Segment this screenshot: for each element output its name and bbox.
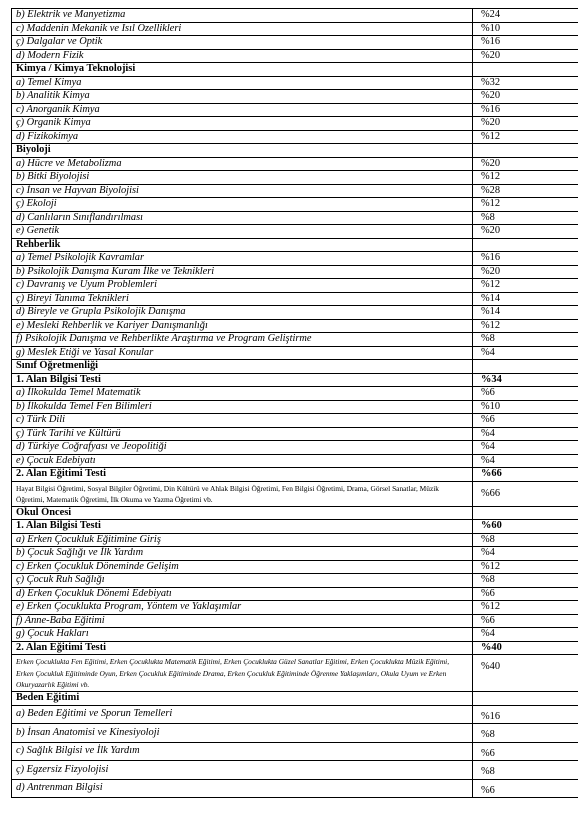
table-row	[12, 587, 578, 601]
percentage-cell: %8	[473, 761, 578, 780]
percentage-cell: %6	[473, 779, 578, 798]
subtest-row	[12, 641, 578, 655]
topic-cell: a) Erken Çocukluk Eğitimine Giriş	[12, 533, 473, 547]
percentage-cell	[473, 506, 578, 520]
topic-cell: c) Davranış ve Uyum Problemleri	[12, 279, 473, 293]
percentage-cell: %16	[473, 252, 578, 266]
exam-distribution-table	[11, 8, 578, 798]
table-row	[12, 779, 578, 798]
percentage-cell: %12	[473, 171, 578, 185]
topic-cell: ç) Organik Kimya	[12, 117, 473, 131]
topic-cell: a) İlkokulda Temel Matematik	[12, 387, 473, 401]
section-header-row	[12, 692, 578, 706]
section-header-row	[12, 506, 578, 520]
topic-cell: Beden Eğitimi	[12, 692, 473, 706]
percentage-cell: %4	[473, 346, 578, 360]
table-row	[12, 279, 578, 293]
table-row	[12, 252, 578, 266]
topic-cell: e) Erken Çocuklukta Program, Yöntem ve Yaklaşımlar	[12, 601, 473, 615]
percentage-cell: %20	[473, 225, 578, 239]
table-row	[12, 705, 578, 724]
topic-cell: d) Canlıların Sınıflandırılması	[12, 211, 473, 225]
percentage-cell	[473, 238, 578, 252]
topic-cell: e) Mesleki Rehberlik ve Kariyer Danışmanlığı	[12, 319, 473, 333]
topic-cell: 2. Alan Eğitimi Testi	[12, 468, 473, 482]
percentage-cell: %20	[473, 90, 578, 104]
table-row	[12, 103, 578, 117]
topic-cell: 1. Alan Bilgisi Testi	[12, 373, 473, 387]
table-row	[12, 76, 578, 90]
topic-cell: a) Beden Eğitimi ve Sporun Temelleri	[12, 705, 473, 724]
percentage-cell: %14	[473, 292, 578, 306]
subtest-row	[12, 373, 578, 387]
percentage-cell: %8	[473, 724, 578, 743]
topic-cell: c) Anorganik Kimya	[12, 103, 473, 117]
table-row	[12, 547, 578, 561]
topic-cell: d) Erken Çocukluk Dönemi Edebiyatı	[12, 587, 473, 601]
percentage-cell: %16	[473, 705, 578, 724]
percentage-cell: %4	[473, 427, 578, 441]
topic-cell: b) İlkokulda Temel Fen Bilimleri	[12, 400, 473, 414]
subtest-row	[12, 520, 578, 534]
section-header-row	[12, 144, 578, 158]
table-body	[12, 9, 578, 798]
percentage-cell: %6	[473, 414, 578, 428]
topic-cell: 2. Alan Eğitimi Testi	[12, 641, 473, 655]
table-row	[12, 574, 578, 588]
topic-cell: b) Analitik Kimya	[12, 90, 473, 104]
table-row	[12, 130, 578, 144]
topic-cell: ç) Egzersiz Fizyolojisi	[12, 761, 473, 780]
table-row	[12, 628, 578, 642]
topic-cell: d) Modern Fizik	[12, 49, 473, 63]
topic-cell: Erken Çocuklukta Fen Eğitimi, Erken Çocuklukta Matematik Eğitimi, Erken Çocuklukta Güzel Sanatlar Eğitimi, Erken Çocuklukta Müzik Eğitimi, Erken Çocukluk Eğitiminde Oyun, Erken Çocukluk Eğitiminde Drama, Erken Çocukluk Eğitiminde Öğrenme Yaklaşımları, Okula Uyum ve Erken Okuryazarlık Eğitimi vb.	[12, 655, 473, 692]
table-row	[12, 184, 578, 198]
percentage-cell	[473, 63, 578, 77]
percentage-cell: %60	[473, 520, 578, 534]
percentage-cell: %8	[473, 211, 578, 225]
topic-cell: c) Erken Çocukluk Döneminde Gelişim	[12, 560, 473, 574]
percentage-cell: %20	[473, 265, 578, 279]
percentage-cell: %20	[473, 157, 578, 171]
description-row	[12, 481, 578, 506]
section-header-row	[12, 360, 578, 374]
topic-cell: a) Temel Psikolojik Kavramlar	[12, 252, 473, 266]
topic-cell: d) Antrenman Bilgisi	[12, 779, 473, 798]
topic-cell: e) Genetik	[12, 225, 473, 239]
percentage-cell: %34	[473, 373, 578, 387]
topic-cell: b) Elektrik ve Manyetizma	[12, 9, 473, 23]
topic-cell: Biyoloji	[12, 144, 473, 158]
percentage-cell: %40	[473, 655, 578, 692]
percentage-cell: %20	[473, 49, 578, 63]
table-row	[12, 533, 578, 547]
table-row	[12, 761, 578, 780]
table-row	[12, 198, 578, 212]
percentage-cell: %12	[473, 130, 578, 144]
percentage-cell: %24	[473, 9, 578, 23]
topic-cell: ç) Dalgalar ve Optik	[12, 36, 473, 50]
percentage-cell: %40	[473, 641, 578, 655]
percentage-cell: %4	[473, 628, 578, 642]
description-row	[12, 655, 578, 692]
percentage-cell: %10	[473, 22, 578, 36]
table-row	[12, 414, 578, 428]
table-row	[12, 454, 578, 468]
percentage-cell: %12	[473, 279, 578, 293]
percentage-cell: %8	[473, 533, 578, 547]
topic-cell: d) Fizikokimya	[12, 130, 473, 144]
topic-cell: f) Anne-Baba Eğitimi	[12, 614, 473, 628]
topic-cell: g) Çocuk Hakları	[12, 628, 473, 642]
percentage-cell: %16	[473, 103, 578, 117]
percentage-cell	[473, 692, 578, 706]
table-row	[12, 22, 578, 36]
table-row	[12, 427, 578, 441]
subtest-row	[12, 468, 578, 482]
topic-cell: g) Meslek Etiği ve Yasal Konular	[12, 346, 473, 360]
table-row	[12, 614, 578, 628]
table-row	[12, 117, 578, 131]
topic-cell: b) İnsan Anatomisi ve Kinesiyoloji	[12, 724, 473, 743]
topic-cell: b) Bitki Biyolojisi	[12, 171, 473, 185]
table-row	[12, 346, 578, 360]
table-row	[12, 306, 578, 320]
percentage-cell: %12	[473, 601, 578, 615]
document-page	[11, 8, 564, 798]
percentage-cell: %12	[473, 560, 578, 574]
topic-cell: b) Çocuk Sağlığı ve İlk Yardım	[12, 547, 473, 561]
table-row	[12, 225, 578, 239]
table-row	[12, 265, 578, 279]
table-row	[12, 157, 578, 171]
table-row	[12, 9, 578, 23]
percentage-cell: %16	[473, 36, 578, 50]
topic-cell: c) Maddenin Mekanik ve Isıl Özellikleri	[12, 22, 473, 36]
table-row	[12, 211, 578, 225]
topic-cell: a) Hücre ve Metabolizma	[12, 157, 473, 171]
percentage-cell	[473, 144, 578, 158]
table-row	[12, 171, 578, 185]
topic-cell: f) Psikolojik Danışma ve Rehberlikte Araştırma ve Program Geliştirme	[12, 333, 473, 347]
percentage-cell: %32	[473, 76, 578, 90]
table-row	[12, 90, 578, 104]
percentage-cell: %6	[473, 387, 578, 401]
table-row	[12, 601, 578, 615]
topic-cell: Hayat Bilgisi Öğretimi, Sosyal Bilgiler Öğretimi, Din Kültürü ve Ahlak Bilgisi Öğretimi, Fen Bilgisi Öğretimi, Drama, Görsel Sanatlar, Müzik Öğretimi, Matematik Öğretimi, İlk Okuma ve Yazma Öğretimi vb.	[12, 481, 473, 506]
table-row	[12, 724, 578, 743]
topic-cell: a) Temel Kimya	[12, 76, 473, 90]
percentage-cell: %8	[473, 574, 578, 588]
table-row	[12, 49, 578, 63]
topic-cell: ç) Türk Tarihi ve Kültürü	[12, 427, 473, 441]
table-row	[12, 387, 578, 401]
topic-cell: Sınıf Öğretmenliği	[12, 360, 473, 374]
topic-cell: d) Bireyle ve Grupla Psikolojik Danışma	[12, 306, 473, 320]
topic-cell: b) Psikolojik Danışma Kuram İlke ve Teknikleri	[12, 265, 473, 279]
percentage-cell: %20	[473, 117, 578, 131]
percentage-cell: %4	[473, 547, 578, 561]
table-row	[12, 333, 578, 347]
percentage-cell: %12	[473, 198, 578, 212]
percentage-cell: %10	[473, 400, 578, 414]
percentage-cell: %4	[473, 441, 578, 455]
topic-cell: Okul Öncesi	[12, 506, 473, 520]
section-header-row	[12, 63, 578, 77]
percentage-cell: %8	[473, 333, 578, 347]
percentage-cell: %6	[473, 614, 578, 628]
topic-cell: c) Türk Dili	[12, 414, 473, 428]
topic-cell: c) Sağlık Bilgisi ve İlk Yardım	[12, 742, 473, 761]
topic-cell: 1. Alan Bilgisi Testi	[12, 520, 473, 534]
percentage-cell: %6	[473, 587, 578, 601]
percentage-cell: %66	[473, 481, 578, 506]
percentage-cell: %12	[473, 319, 578, 333]
percentage-cell: %28	[473, 184, 578, 198]
percentage-cell: %6	[473, 742, 578, 761]
percentage-cell: %14	[473, 306, 578, 320]
table-row	[12, 742, 578, 761]
topic-cell: e) Çocuk Edebiyatı	[12, 454, 473, 468]
table-row	[12, 292, 578, 306]
table-row	[12, 400, 578, 414]
topic-cell: Rehberlik	[12, 238, 473, 252]
topic-cell: ç) Bireyi Tanıma Teknikleri	[12, 292, 473, 306]
percentage-cell	[473, 360, 578, 374]
section-header-row	[12, 238, 578, 252]
table-row	[12, 36, 578, 50]
topic-cell: Kimya / Kimya Teknolojisi	[12, 63, 473, 77]
table-row	[12, 560, 578, 574]
table-row	[12, 441, 578, 455]
percentage-cell: %66	[473, 468, 578, 482]
topic-cell: ç) Çocuk Ruh Sağlığı	[12, 574, 473, 588]
topic-cell: d) Türkiye Coğrafyası ve Jeopolitiği	[12, 441, 473, 455]
table-row	[12, 319, 578, 333]
percentage-cell: %4	[473, 454, 578, 468]
topic-cell: ç) Ekoloji	[12, 198, 473, 212]
topic-cell: c) İnsan ve Hayvan Biyolojisi	[12, 184, 473, 198]
